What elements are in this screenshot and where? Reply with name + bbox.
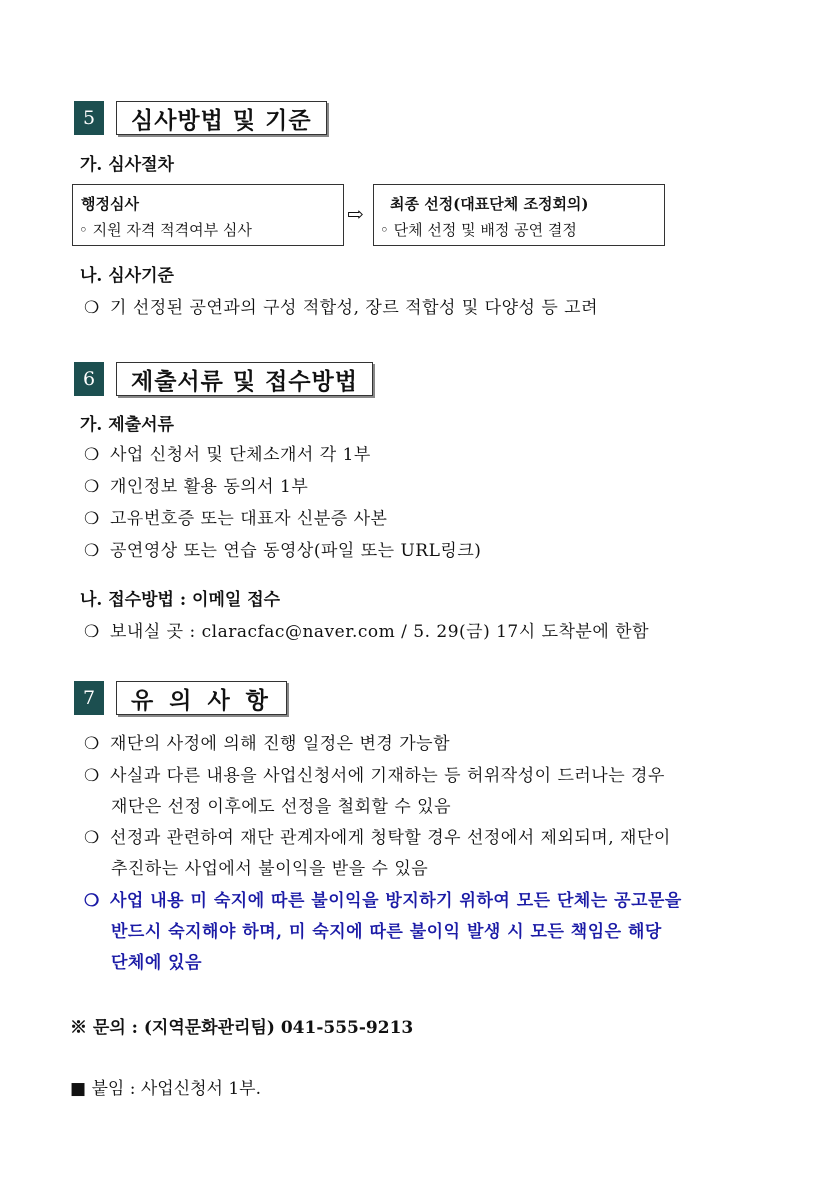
list-item-important: ❍ 사업 내용 미 숙지에 따른 불이익을 방지하기 위하여 모든 단체는 공고문을 (84, 891, 682, 911)
list-item-continuation: 추진하는 사업에서 불이익을 받을 수 있음 (111, 859, 429, 879)
section-title: 제출서류 및 접수방법 (116, 362, 373, 396)
box-title: 행정심사 (81, 195, 139, 213)
list-item: ❍ 공연영상 또는 연습 동영상(파일 또는 URL링크) (84, 541, 482, 561)
box-desc: ◦ 단체 선정 및 배정 공연 결정 (380, 221, 577, 239)
subheading-submission: 나. 접수방법 : 이메일 접수 (80, 590, 281, 610)
circle-bullet-icon: ❍ (84, 766, 100, 786)
subheading-criteria: 나. 심사기준 (80, 266, 174, 286)
section-7-header (74, 681, 287, 715)
list-item: ❍ 사실과 다른 내용을 사업신청서에 기재하는 등 허위작성이 드러나는 경우 (84, 766, 665, 786)
section-5-header (74, 101, 327, 135)
section-number: 5 (74, 101, 104, 135)
circle-bullet-icon: ❍ (84, 828, 100, 848)
circle-bullet-icon: ❍ (84, 445, 100, 465)
list-item-continuation: 단체에 있음 (111, 953, 203, 973)
box-desc: ◦ 지원 자격 적격여부 심사 (79, 221, 252, 239)
final-selection-box (373, 184, 665, 246)
list-item: ❍ 사업 신청서 및 단체소개서 각 1부 (84, 445, 371, 465)
arrow-right-icon: ⇨ (347, 202, 364, 226)
section-title: 심사방법 및 기준 (116, 101, 327, 135)
subheading-documents: 가. 제출서류 (80, 415, 174, 435)
circle-bullet-icon: ❍ (84, 477, 100, 497)
section-6-header (74, 362, 373, 396)
circle-bullet-icon: ❍ (84, 509, 100, 529)
list-item: ❍ 보내실 곳 : claracfac@naver.com / 5. 29(금) 17시 도착분에 한함 (84, 622, 650, 642)
circle-bullet-icon: ❍ (84, 541, 100, 561)
contact-info: ※ 문의 : (지역문화관리팀) 041-555-9213 (70, 1018, 414, 1038)
admin-review-box (72, 184, 344, 246)
list-item: ❍ 선정과 관련하여 재단 관계자에게 청탁할 경우 선정에서 제외되며, 재단이 (84, 828, 671, 848)
circle-bullet-icon: ❍ (84, 734, 100, 754)
list-item: ❍ 재단의 사정에 의해 진행 일정은 변경 가능함 (84, 734, 451, 754)
circle-bullet-icon: ❍ (84, 891, 100, 911)
subheading-review-process: 가. 심사절차 (80, 155, 174, 175)
section-title: 유 의 사 항 (116, 681, 287, 715)
circle-bullet-icon: ❍ (84, 298, 100, 318)
list-item: ❍ 개인정보 활용 동의서 1부 (84, 477, 309, 497)
section-number: 7 (74, 681, 104, 715)
list-item-continuation: 반드시 숙지해야 하며, 미 숙지에 따른 불이익 발생 시 모든 책임은 해당 (111, 922, 662, 942)
circle-bullet-icon: ❍ (84, 622, 100, 642)
section-number: 6 (74, 362, 104, 396)
box-title: 최종 선정(대표단체 조정회의) (390, 195, 589, 213)
list-item: ❍ 기 선정된 공연과의 구성 적합성, 장르 적합성 및 다양성 등 고려 (84, 298, 598, 318)
list-item-continuation: 재단은 선정 이후에도 선정을 철회할 수 있음 (111, 797, 452, 817)
attachment-note: ■ 붙임 : 사업신청서 1부. (70, 1079, 262, 1099)
list-item: ❍ 고유번호증 또는 대표자 신분증 사본 (84, 509, 388, 529)
